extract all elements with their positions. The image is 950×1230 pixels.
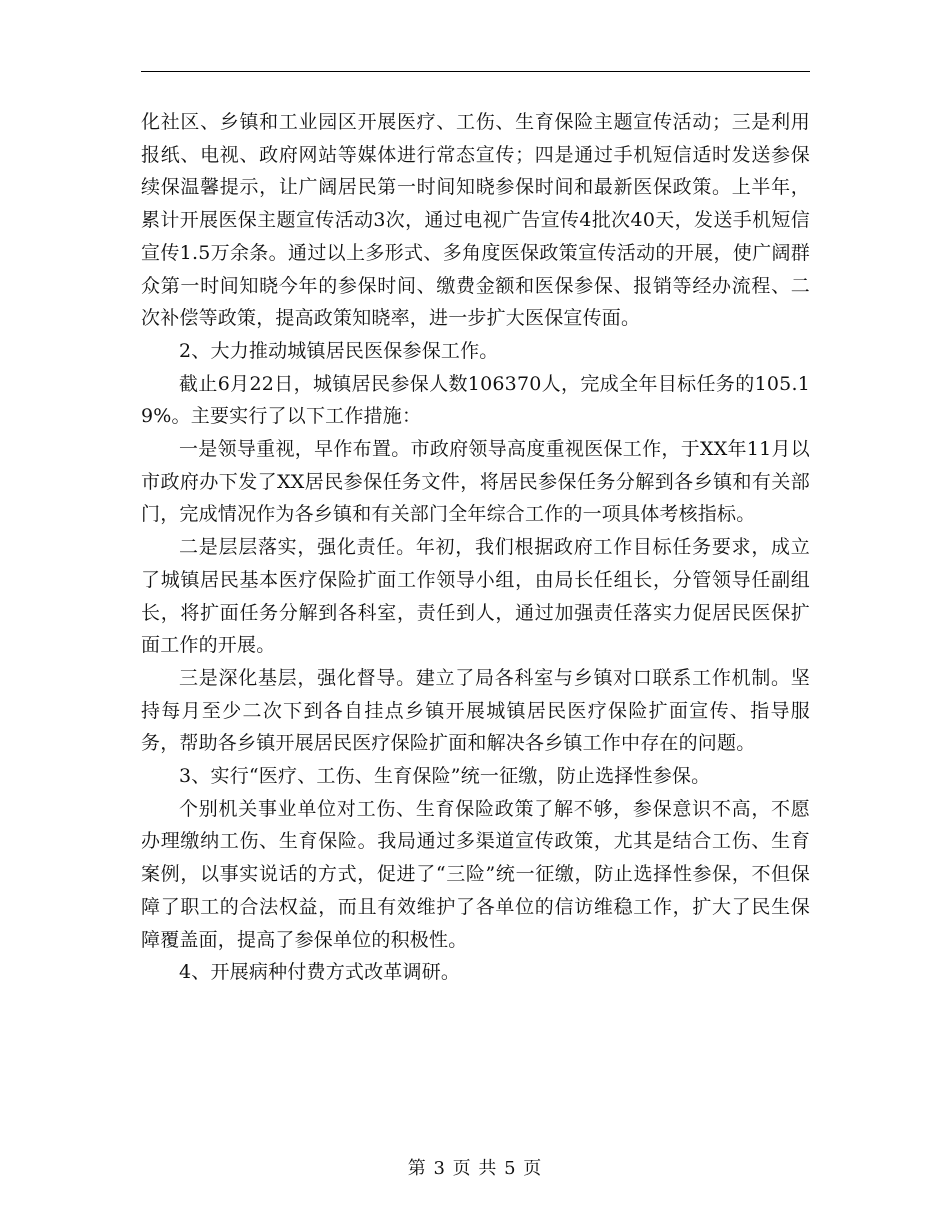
section-heading-3: 3、实行“医疗、工伤、生育保险”统一征缴，防止选择性参保。 (179, 765, 711, 788)
paragraph-measure-3: 三是深化基层，强化督导。建立了局各科室与乡镇对口联系工作机制。坚持每月至少二次下到各自挂点乡镇开展城镇居民医疗保险扩面宣传、指导服务，帮助各乡镇开展居民医疗保险扩面和解决各乡镇工作中存在的问题。 (141, 666, 810, 755)
section-heading-4: 4、开展病种付费方式改革调研。 (179, 961, 461, 984)
paragraph-measure-2: 二是层层落实，强化责任。年初，我们根据政府工作目标任务要求，成立了城镇居民基本医疗保险扩面工作领导小组，由局长任组长，分管领导任副组长，将扩面任务分解到各科室，责任到人，通过加强责任落实力促居民医保扩面工作的开展。 (141, 536, 810, 657)
header-rule (141, 71, 810, 72)
paragraph-continuation: 化社区、乡镇和工业园区开展医疗、工伤、生育保险主题宣传活动；三是利用报纸、电视、政府网站等媒体进行常态宣传；四是通过手机短信适时发送参保续保温馨提示，让广阔居民第一时间知晓参保时间和最新医保政策。上半年，累计开展医保主题宣传活动3次，通过电视广告宣传4批次40天，发送手机短信宣传1.5万余条。通过以上多形式、多角度医保政策宣传活动的开展，使广阔群众第一时间知晓今年的参保时间、缴费金额和医保参保、报销等经办流程、二次补偿等政策，提高政策知晓率，进一步扩大医保宣传面。 (141, 111, 810, 330)
paragraph-measure-1: 一是领导重视，早作布置。市政府领导高度重视医保工作，于XX年11月以市政府办下发了XX居民参保任务文件，将居民参保任务分解到各乡镇和有关部门，完成情况作为各乡镇和有关部门全年综合工作的一项具体考核指标。 (141, 438, 810, 526)
document-body (141, 106, 810, 989)
page-number: 第 3 页 共 5 页 (407, 1158, 543, 1179)
paragraph-enrollment-stats: 截止6月22日，城镇居民参保人数106370人，完成全年目标任务的105.19%。主要实行了以下工作措施： (141, 372, 810, 428)
section-heading-2: 2、大力推动城镇居民医保参保工作。 (179, 339, 499, 362)
paragraph-unified-collection: 个别机关事业单位对工伤、生育保险政策了解不够，参保意识不高，不愿办理缴纳工伤、生育保险。我局通过多渠道宣传政策，尤其是结合工伤、生育案例，以事实说话的方式，促进了“三险”统一征缴，防止选择性参保，不但保障了职工的合法权益，而且有效维护了各单位的信访维稳工作，扩大了民生保障覆盖面，提高了参保单位的积极性。 (141, 797, 810, 951)
